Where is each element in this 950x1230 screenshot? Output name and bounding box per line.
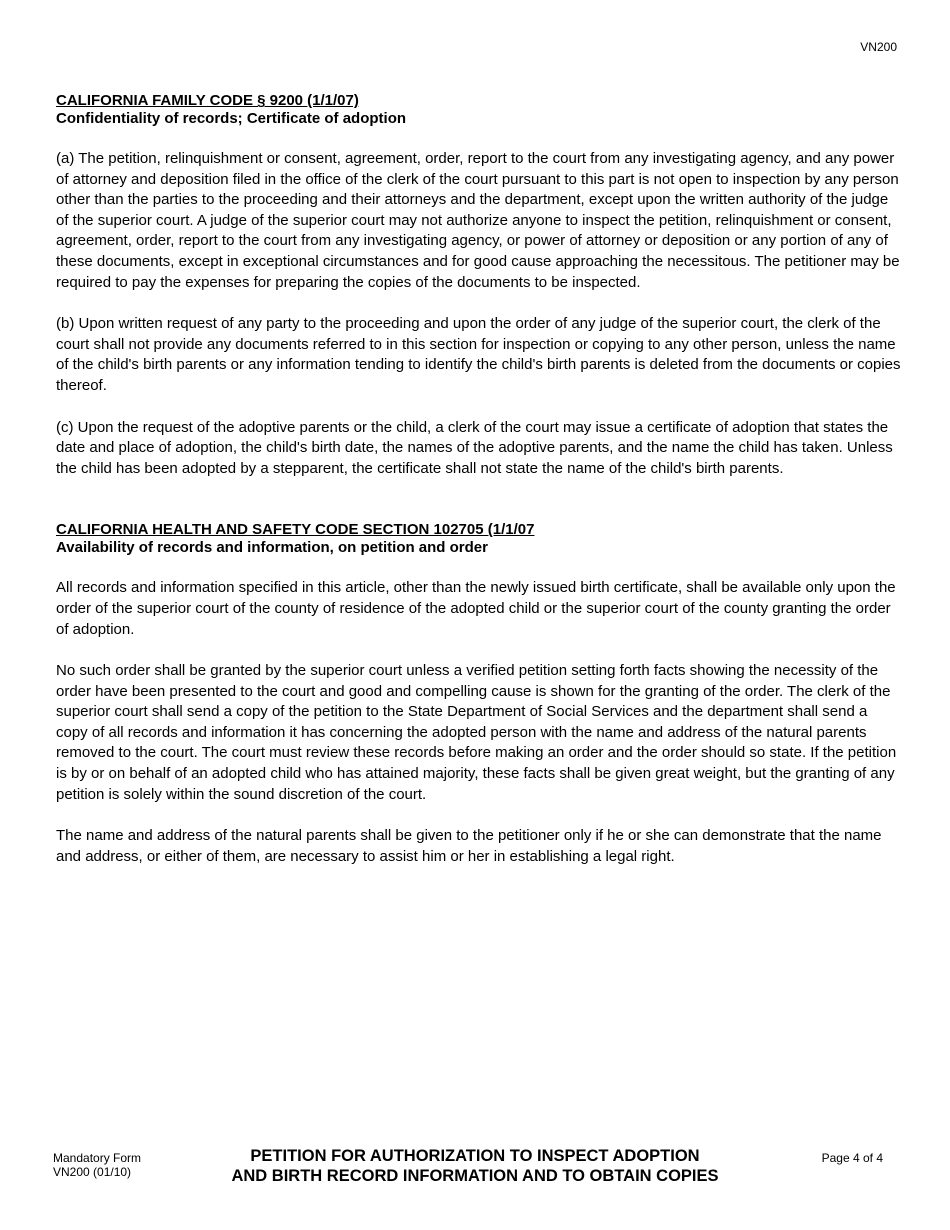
footer-form-version: VN200 (01/10) xyxy=(53,1165,132,1179)
page-number: Page 4 of 4 xyxy=(821,1151,883,1165)
document-body xyxy=(56,92,902,867)
paragraph: (c) Upon the request of the adoptive parents or the child, a clerk of the court may issue a certificate of adoption that states the date and place of adoption, the child's birth date, the names of the adoptive parents, and the name the child has taken. Unless the child has been adopted by a stepparent, the certificate shall not state the name of the child's birth parents. xyxy=(56,418,893,477)
section-heading: CALIFORNIA HEALTH AND SAFETY CODE SECTION 102705 (1/1/07 xyxy=(56,521,535,539)
form-code: VN200 xyxy=(860,40,897,54)
section-subheading: Confidentiality of records; Certificate of adoption xyxy=(56,110,407,127)
section-subheading: Availability of records and information, on petition and order xyxy=(56,539,488,557)
paragraph: The name and address of the natural parents shall be given to the petitioner only if he or she can demonstrate that the name and address, or either of them, are necessary to assist him or her in establishing a legal right. xyxy=(56,827,882,865)
section-health-safety-code xyxy=(56,521,902,867)
paragraph: No such order shall be granted by the superior court unless a verified petition setting forth facts showing the necessity of the order have been presented to the court and good and compelling cause is shown for the granting of the order. The clerk of the superior court shall send a copy of the petition to the State Department of Social Services and the department shall send a copy of all records and information it has concerning the adopted person with the name and address of the natural parents removed to the court. The court must review these records before making an order and the order should so state. If the petition is by or on behalf of an adopted child who has attained majority, these facts shall be given great weight, but the granting of any petition is solely within the sound discretion of the court. xyxy=(56,662,897,803)
footer-form-info xyxy=(53,1151,141,1179)
section-heading: CALIFORNIA FAMILY CODE § 9200 (1/1/07) xyxy=(56,92,359,109)
footer-form-title xyxy=(180,1146,770,1186)
footer-title-line1: PETITION FOR AUTHORIZATION TO INSPECT ADOPTION xyxy=(250,1147,700,1165)
footer-title-line2: AND BIRTH RECORD INFORMATION AND TO OBTAIN COPIES xyxy=(231,1167,719,1185)
paragraph: All records and information specified in this article, other than the newly issued birth certificate, shall be available only upon the order of the superior court of the county of residence of the adopted child or the superior court of the county granting the order of adoption. xyxy=(56,579,896,638)
paragraph: (a) The petition, relinquishment or consent, agreement, order, report to the court from any investigating agency, and any power of attorney and deposition filed in the office of the clerk of the court pursuant to this part is not open to inspection by any person other than the parties to the proceeding and their attorneys and the department, except upon the written authority of the judge of the superior court. A judge of the superior court may not authorize anyone to inspect the petition, relinquishment or consent, agreement, order, report to the court from any investigating agency, or power of attorney or deposition or any portion of any of these documents, except in exceptional circumstances and for good cause approaching the necessitous. The petitioner may be required to pay the expenses for preparing the copies of the documents to be inspected. xyxy=(56,150,900,291)
paragraph: (b) Upon written request of any party to the proceeding and upon the order of any judge of the superior court, the clerk of the court shall not provide any documents referred to in this section for inspection or copying to any other person, unless the name of the child's birth parents or any information tending to identify the child's birth parents is deleted from the documents or copies thereof. xyxy=(56,315,901,394)
section-family-code xyxy=(56,92,902,479)
footer-mandatory-form: Mandatory Form xyxy=(53,1151,142,1165)
